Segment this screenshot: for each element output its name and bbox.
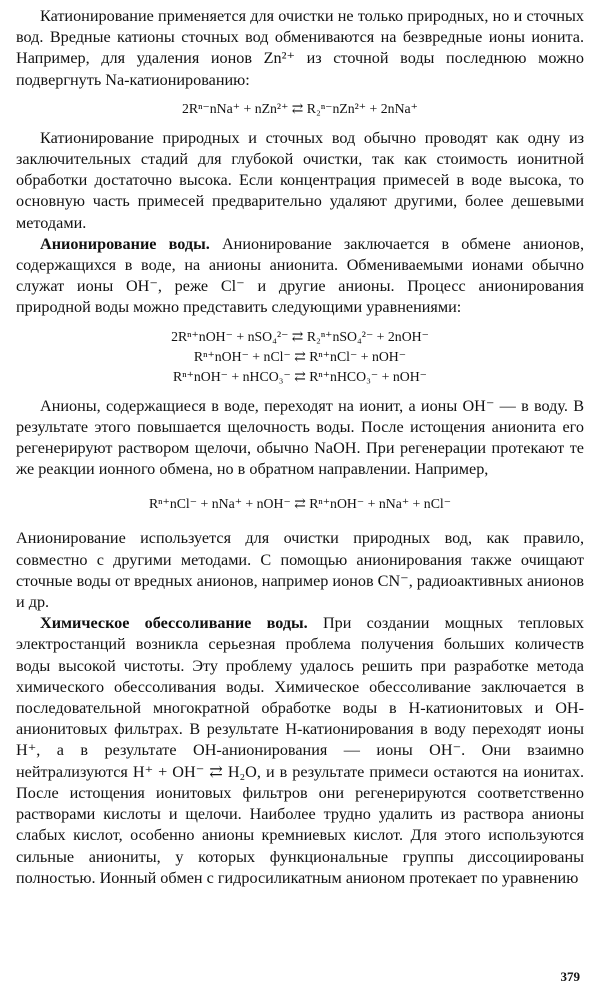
paragraph-anion-text: Анионирование заключается в обмене анионов, содержащихся в воде, на анионы анионита. Обмениваемыми ионами обычно служат ионы OH⁻, реже Cl⁻ и другие анионы. Процесс анионирования природной воды можно представить следующими уравнениями: (16, 234, 584, 317)
section-heading-anion: Анионирование воды. (40, 234, 210, 253)
equation-chloride: Rⁿ⁺nOH⁻ + nCl⁻ ⇄ Rⁿ⁺nCl⁻ + nOH⁻ (193, 348, 407, 364)
paragraph-cation-exchange: Катионирование применяется для очистки не только природных, но и сточных вод. Вредные катионы сточных вод обмениваются на безвредные ионы ионита. Например, для удаления ионов Zn²⁺ из сточной воды последнюю можно подвергнуть Na-катионированию: (16, 7, 584, 89)
paragraph-anion-exchange (16, 234, 584, 319)
paragraph-anion-usage: Анионирование используется для очистки природных вод, как правило, совместно с другими методами. С помощью анионирования также очищают сточные воды от вредных анионов, например ионов CN⁻, радиоактивных анионов и др. (16, 529, 584, 612)
paragraph-desalination (16, 613, 584, 889)
paragraph-anion-regeneration: Анионы, содержащиеся в воде, переходят на ионит, а ионы OH⁻ — в воду. В результате этого повышается щелочность воды. После истощения анионита его регенерируют раствором щелочи, обычно NaOH. При регенерации протекают те же реакции ионного обмена, но в обратном направлении. Например, (16, 396, 584, 479)
equation-group-2 (16, 327, 584, 387)
section-heading-desalination: Химическое обессоливание воды. (40, 614, 308, 633)
equation-sulfate: 2Rⁿ⁺nOH⁻ + nSO₄²⁻ ⇄ R₂ⁿ⁺nSO₄²⁻ + 2nOH⁻ (171, 328, 429, 344)
equation-zinc-exchange: 2Rⁿ⁻nNa⁺ + nZn²⁺ ⇄ R₂ⁿ⁻nZn²⁺ + 2nNa⁺ (182, 100, 418, 116)
equation-bicarbonate: Rⁿ⁺nOH⁻ + nHCO₃⁻ ⇄ Rⁿ⁺nHCO₃⁻ + nOH⁻ (173, 368, 427, 384)
equation-group-1 (16, 99, 584, 119)
paragraph-cation-stages: Катионирование природных и сточных вод обычно проводят как одну из заключительных стадий для глубокой очистки, так как стоимость ионитной обработки достаточно высока. Если концентрация примесей в воде высока, то основную часть примесей предварительно удаляют другими, более дешевыми методами. (16, 128, 584, 232)
equation-group-3 (16, 494, 584, 514)
page-number: 379 (560, 969, 580, 984)
paragraph-desalination-text: При создании мощных тепловых электростанций возникла серьезная проблема получения больших количеств воды высокой чистоты. Эту проблему удалось решить при разработке метода химического обессоливания воды. Химическое обессоливание заключается в последовательной многократной обработке воды в H-катионитовых и OH-анионитовых фильтрах. В результате H-катионирования в воду переходят ионы H⁺, а в результате OH-анионирования — ионы OH⁻. Они взаимно нейтрализуются H⁺ + OH⁻ ⇄ H₂O, и в результате примеси остаются на ионитах. После истощения ионитовых фильтров они регенерируются соответственно растворами кислоты и щелочи. Наиболее трудно удалить из раствора анионы слабых кислот, особенно анионы кремниевых кислот. Для этого используются сильные аниониты, у которых функциональные группы диссоциированы полностью. Ионный обмен с гидросиликатным анионом протекает по уравнению (16, 614, 584, 887)
page-body (16, 6, 584, 889)
equation-regeneration: Rⁿ⁺nCl⁻ + nNa⁺ + nOH⁻ ⇄ Rⁿ⁺nOH⁻ + nNa⁺ + nCl⁻ (148, 496, 452, 512)
